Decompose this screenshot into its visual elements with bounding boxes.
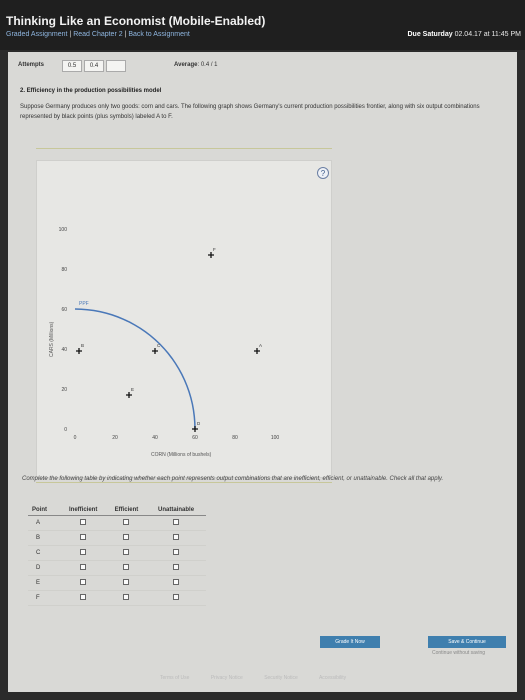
breadcrumb-back-to-assignment[interactable]: Back to Assignment	[128, 31, 190, 38]
checkbox-inefficient[interactable]	[80, 594, 86, 600]
checkbox-efficient[interactable]	[123, 594, 129, 600]
point-a-label: A	[259, 343, 263, 348]
app-header	[0, 0, 525, 50]
cell-inefficient	[60, 575, 107, 590]
footer-security[interactable]: Security Notice	[264, 675, 298, 681]
app-title: Thinking Like an Economist (Mobile-Enabled)	[6, 14, 266, 28]
checkbox-unattainable[interactable]	[173, 564, 179, 570]
checkbox-inefficient[interactable]	[80, 564, 86, 570]
cell-unattainable	[146, 590, 206, 605]
table-row	[28, 545, 206, 560]
checkbox-inefficient[interactable]	[80, 579, 86, 585]
y-axis-label: CARS (Millions)	[49, 321, 55, 357]
due-value: 02.04.17 at 11:45 PM	[454, 31, 521, 38]
cell-efficient	[107, 560, 146, 575]
divider-top	[36, 148, 332, 149]
y-tick-label: 100	[58, 227, 67, 233]
point-f-label: F	[213, 247, 216, 252]
ppf-curve	[75, 309, 195, 429]
checkbox-efficient[interactable]	[123, 534, 129, 540]
header-unattainable: Unattainable	[146, 505, 206, 515]
row-point-label: D	[28, 560, 60, 575]
average-value: 0.4 / 1	[200, 62, 218, 68]
row-point-label: C	[28, 545, 60, 560]
footer-terms[interactable]: Terms of Use	[160, 675, 190, 681]
point-b-marker	[76, 348, 82, 354]
cell-unattainable	[146, 575, 206, 590]
assignment-panel	[8, 52, 517, 692]
footer	[160, 675, 490, 685]
table-row	[28, 530, 206, 545]
point-a-marker	[254, 348, 260, 354]
help-icon[interactable]: ?	[317, 167, 329, 179]
due-date	[408, 31, 522, 38]
checkbox-unattainable[interactable]	[173, 579, 179, 585]
attempt-score-3	[106, 60, 126, 72]
footer-accessibility[interactable]: Accessibility	[318, 675, 347, 681]
cell-inefficient	[60, 545, 107, 560]
point-c-label: C	[157, 343, 161, 348]
ppf-graph	[37, 161, 333, 461]
checkbox-efficient[interactable]	[123, 579, 129, 585]
header-point: Point	[28, 505, 60, 515]
x-tick-label: 100	[270, 435, 280, 441]
checkbox-inefficient[interactable]	[80, 519, 86, 525]
y-tick-label: 80	[61, 267, 67, 273]
save-continue-button[interactable]: Save & Continue	[428, 636, 506, 648]
y-tick-label: 20	[61, 387, 67, 393]
checkbox-inefficient[interactable]	[80, 549, 86, 555]
attempt-score-1: 0.5	[62, 60, 82, 72]
y-tick-label: 60	[61, 307, 67, 313]
cell-unattainable	[146, 545, 206, 560]
cell-efficient	[107, 545, 146, 560]
table-header-row	[28, 505, 206, 515]
checkbox-unattainable[interactable]	[173, 519, 179, 525]
point-d-marker	[192, 426, 198, 432]
row-point-label: E	[28, 575, 60, 590]
row-point-label: B	[28, 530, 60, 545]
question-text: Suppose Germany produces only two goods: corn and cars. The following graph shows Germany's current production possibilities frontier, along with six output combinations represented by black points (plus symbols) labeled A to F.	[20, 104, 480, 120]
x-tick-label: 0	[73, 435, 77, 441]
checkbox-unattainable[interactable]	[173, 549, 179, 555]
point-c-marker	[152, 348, 158, 354]
cell-unattainable	[146, 515, 206, 530]
table-instructions: Complete the following table by indicating whether each point represents output combinations that are inefficient, efficient, or unattainable. Check all that apply.	[22, 476, 444, 482]
attempt-score-2: 0.4	[84, 60, 104, 72]
breadcrumb-read-chapter[interactable]: Read Chapter 2	[73, 31, 123, 38]
continue-without-saving-link[interactable]: Continue without saving	[432, 650, 486, 656]
point-f-marker	[208, 252, 214, 258]
average-label: Average	[174, 62, 198, 68]
question-title: 2. Efficiency in the production possibilities model	[20, 88, 162, 94]
table-row	[28, 515, 206, 530]
x-tick-label: 40	[152, 435, 158, 441]
row-point-label: A	[28, 515, 60, 530]
cell-unattainable	[146, 530, 206, 545]
header-efficient: Efficient	[107, 505, 146, 515]
breadcrumb-graded-assignment[interactable]: Graded Assignment	[6, 31, 68, 38]
table-row	[28, 590, 206, 605]
checkbox-efficient[interactable]	[123, 549, 129, 555]
header-inefficient: Inefficient	[60, 505, 107, 515]
point-e-label: E	[131, 387, 135, 392]
x-axis-label: CORN (Millions of bushels)	[151, 452, 212, 458]
breadcrumb: Graded Assignment | Read Chapter 2 | Back to Assignment	[6, 31, 190, 38]
attempts-label: Attempts	[18, 62, 45, 68]
checkbox-unattainable[interactable]	[173, 594, 179, 600]
graph-panel	[36, 160, 332, 478]
cell-inefficient	[60, 590, 107, 605]
row-point-label: F	[28, 590, 60, 605]
table-row	[28, 575, 206, 590]
cell-inefficient	[60, 530, 107, 545]
y-tick-label: 40	[61, 347, 67, 353]
cell-inefficient	[60, 515, 107, 530]
checkbox-efficient[interactable]	[123, 519, 129, 525]
footer-privacy[interactable]: Privacy Notice	[210, 675, 243, 681]
cell-inefficient	[60, 560, 107, 575]
point-b-label: B	[81, 343, 85, 348]
checkbox-efficient[interactable]	[123, 564, 129, 570]
cell-unattainable	[146, 560, 206, 575]
point-e-marker	[126, 392, 132, 398]
grade-it-now-button[interactable]: Grade It Now	[320, 636, 380, 648]
x-tick-label: 60	[192, 435, 198, 441]
answer-table	[28, 505, 206, 606]
cell-efficient	[107, 575, 146, 590]
cell-efficient	[107, 515, 146, 530]
y-tick-label: 0	[64, 427, 67, 433]
attempts-row	[14, 58, 344, 74]
average-score: Average: 0.4 / 1	[174, 62, 218, 68]
x-tick-label: 20	[112, 435, 118, 441]
cell-efficient	[107, 590, 146, 605]
table-row	[28, 560, 206, 575]
due-label: Due Saturday	[407, 31, 453, 38]
cell-efficient	[107, 530, 146, 545]
checkbox-unattainable[interactable]	[173, 534, 179, 540]
x-tick-label: 80	[232, 435, 238, 441]
checkbox-inefficient[interactable]	[80, 534, 86, 540]
point-d-label: D	[197, 421, 201, 426]
ppf-label: PPF	[79, 301, 89, 307]
